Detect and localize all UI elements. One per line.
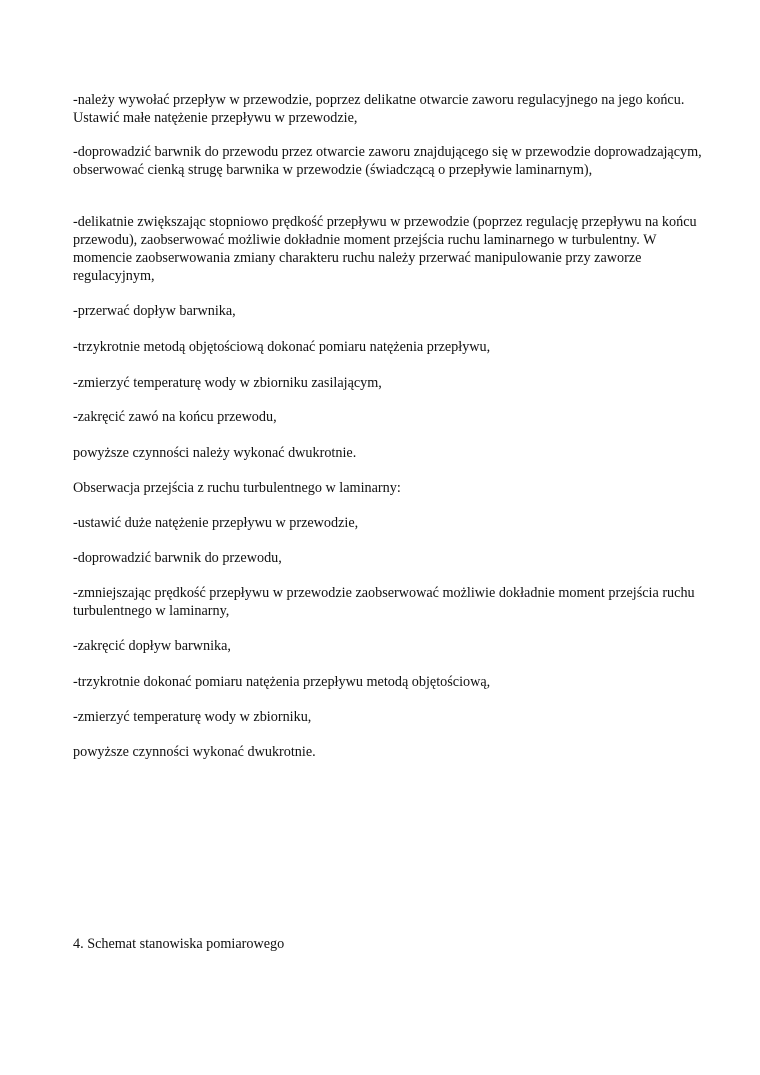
- paragraph-step-3: -delikatnie zwiększając stopniowo prędkość przepływu w przewodzie (poprzez regulację przepływu na końcu przewodu), zaobserwować możliwie dokładnie moment przejścia ruchu laminarnego w turbulentny. W momencie zaobserwowania zmiany charakteru ruchu należy przerwać manipulowanie przy zaworze regulacyjnym,: [73, 214, 697, 284]
- paragraph-step-2: -doprowadzić barwnik do przewodu przez otwarcie zaworu znajdującego się w przewodzie doprowadzającym, obserwować cienką strugę barwnika w przewodzie (świadczącą o przepływie laminarnym),: [73, 144, 702, 178]
- paragraph-step-11: -zakręcić dopływ barwnika,: [73, 638, 231, 654]
- paragraph-step-6: -zmierzyć temperaturę wody w zbiorniku zasilającym,: [73, 375, 382, 391]
- paragraph-repeat-note-1: powyższe czynności należy wykonać dwukrotnie.: [73, 445, 357, 461]
- paragraph-step-13: -zmierzyć temperaturę wody w zbiorniku,: [73, 709, 312, 725]
- paragraph-subheading: Obserwacja przejścia z ruchu turbulentnego w laminarny:: [73, 480, 401, 496]
- section-heading: 4. Schemat stanowiska pomiarowego: [73, 936, 285, 952]
- paragraph-step-1: -należy wywołać przepływ w przewodzie, poprzez delikatne otwarcie zaworu regulacyjnego na jego końcu. Ustawić małe natężenie przepływu w przewodzie,: [73, 92, 685, 126]
- paragraph-step-4: -przerwać dopływ barwnika,: [73, 303, 236, 319]
- paragraph-step-5: -trzykrotnie metodą objętościową dokonać pomiaru natężenia przepływu,: [73, 339, 491, 355]
- paragraph-step-7: -zakręcić zawó na końcu przewodu,: [73, 409, 277, 425]
- paragraph-step-8: -ustawić duże natężenie przepływu w przewodzie,: [73, 515, 359, 531]
- paragraph-repeat-note-2: powyższe czynności wykonać dwukrotnie.: [73, 744, 316, 760]
- paragraph-step-9: -doprowadzić barwnik do przewodu,: [73, 550, 282, 566]
- paragraph-step-10: -zmniejszając prędkość przepływu w przewodzie zaobserwować możliwie dokładnie moment przejścia ruchu turbulentnego w laminarny,: [73, 585, 695, 619]
- paragraph-step-12: -trzykrotnie dokonać pomiaru natężenia przepływu metodą objętościową,: [73, 674, 491, 690]
